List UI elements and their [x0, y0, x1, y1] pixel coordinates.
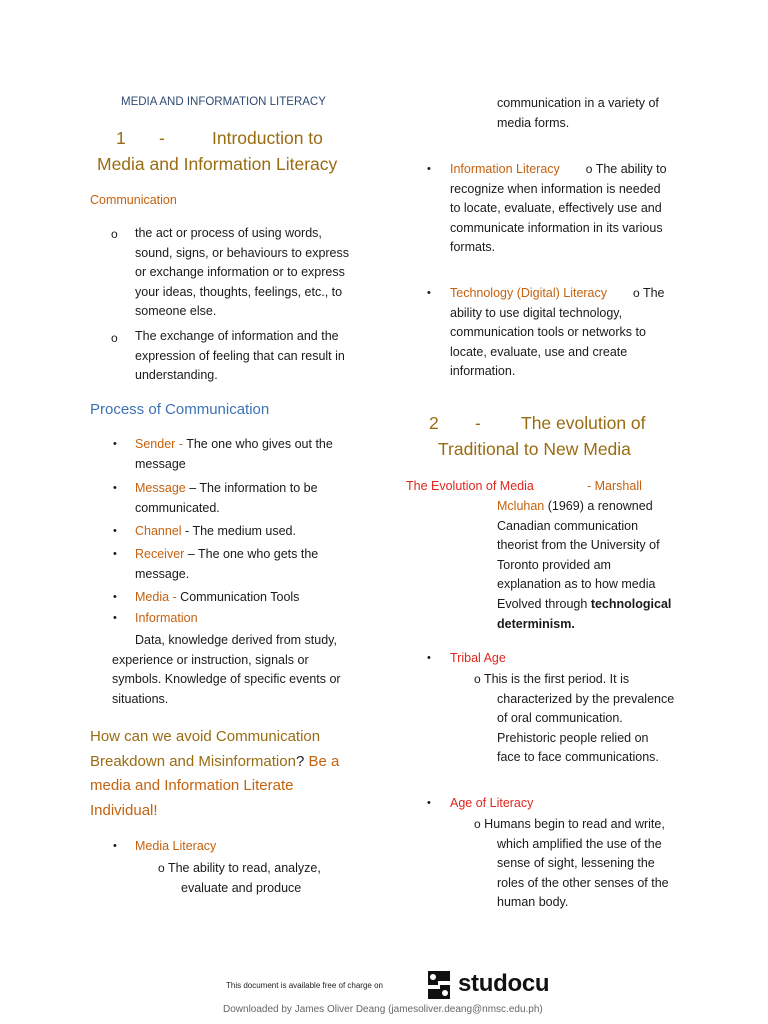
- tribal-age-term: Tribal Age: [450, 651, 506, 665]
- bullet: •: [427, 797, 431, 809]
- studocu-brand[interactable]: studocu: [458, 970, 550, 997]
- evolution-author: - Marshall: [587, 479, 642, 493]
- bullet: •: [113, 482, 117, 494]
- bullet: •: [427, 163, 431, 175]
- process-item-media: Media - Communication Tools: [135, 590, 300, 604]
- section-1-title-line1: Introduction to: [212, 128, 323, 148]
- process-item-message: Message – The information to be communicated.: [135, 481, 318, 515]
- communication-item-2: The exchange of information and the expression of feeling that can result in understanding.: [135, 329, 345, 383]
- ring-bullet: o: [111, 227, 118, 241]
- information-paragraph: Data, knowledge derived from study, experience or instruction, signals or symbols. Knowledge of specific events or situations.: [112, 633, 341, 706]
- information-literacy-item: Information Literacy o The ability to recognize when information is needed to locate, evaluate, effectively use and communicate information in its various formats.: [450, 162, 667, 255]
- bullet: •: [113, 612, 117, 624]
- evolution-label: The Evolution of Media: [406, 479, 534, 493]
- bullet: •: [427, 652, 431, 664]
- bullet: •: [113, 438, 117, 450]
- studocu-logo-icon[interactable]: [424, 969, 454, 1001]
- communication-heading: Communication: [90, 193, 177, 207]
- question-callout: How can we avoid Communication Breakdown and Misinformation? Be a media and Information Literate Individual!: [90, 728, 340, 819]
- bullet: •: [113, 525, 117, 537]
- bullet: •: [113, 548, 117, 560]
- section-1-dash: -: [159, 128, 165, 148]
- media-literacy-desc: o The ability to read, analyze, evaluate and produce: [158, 861, 321, 895]
- process-item-receiver: Receiver – The one who gets the message.: [135, 547, 319, 581]
- media-literacy-term: Media Literacy: [135, 839, 217, 853]
- tribal-age-desc: o This is the first period. It is characterized by the prevalence of oral communication. Prehistoric people relied on face to face communications.: [474, 672, 675, 765]
- document-title: MEDIA AND INFORMATION LITERACY: [121, 96, 326, 108]
- age-of-literacy-term: Age of Literacy: [450, 796, 534, 810]
- process-item-sender: Sender - The one who gives out the message: [135, 437, 333, 471]
- section-2-title-line2: Traditional to New Media: [438, 439, 631, 459]
- section-1-title-line2: Media and Information Literacy: [97, 154, 338, 174]
- process-item-information: Information: [135, 611, 198, 625]
- section-1-number: 1: [116, 128, 126, 148]
- section-2-number: 2: [429, 413, 439, 433]
- process-item-channel: Channel - The medium used.: [135, 524, 296, 538]
- age-of-literacy-desc: o Humans begin to read and write, which amplified the use of the sense of sight, lessening the roles of the other senses of the human body.: [474, 817, 669, 910]
- media-literacy-continued: communication in a variety of media forms.: [497, 96, 659, 130]
- ring-bullet: o: [111, 331, 118, 345]
- bullet: •: [113, 591, 117, 603]
- bullet: •: [427, 287, 431, 299]
- section-2-dash: -: [475, 413, 481, 433]
- process-heading: Process of Communication: [90, 401, 270, 418]
- technology-literacy-item: Technology (Digital) Literacy o The ability to use digital technology, communication tools or networks to locate, evaluate, use and create information.: [450, 286, 665, 379]
- footer-available-text: This document is available free of charge on: [226, 981, 383, 990]
- evolution-paragraph: Mcluhan (1969) a renowned Canadian communication theorist from the University of Toronto provided am explanation as to how media Evolved through technological determinism.: [497, 499, 672, 631]
- communication-item-1: the act or process of using words, sound, signs, or behaviours to express or exchange information or to express your ideas, thoughts, feelings, etc., to someone else.: [135, 226, 350, 319]
- bullet: •: [113, 840, 117, 852]
- footer-downloaded-by: Downloaded by James Oliver Deang (jamesoliver.deang@nmsc.edu.ph): [223, 1004, 543, 1015]
- section-2-title-line1: The evolution of: [521, 413, 646, 433]
